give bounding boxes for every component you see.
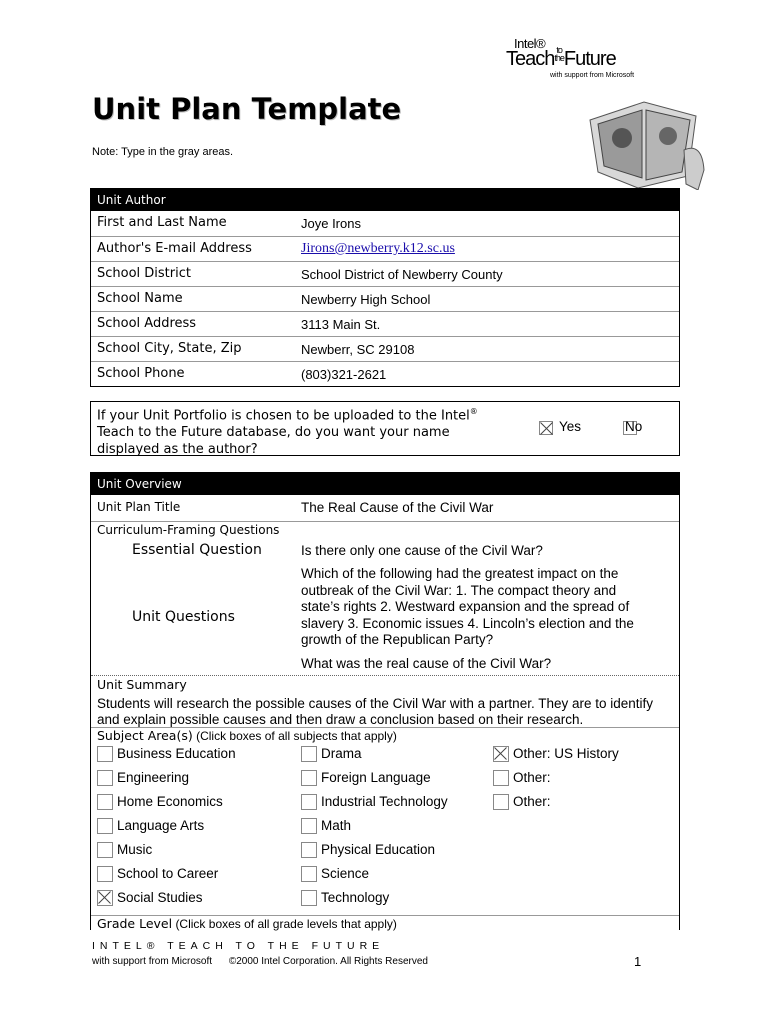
subject-option [97, 746, 277, 764]
book-illustration-icon [584, 80, 710, 190]
author-field-value[interactable]: Newberr, SC 29108 [301, 342, 415, 357]
subject-label: Other: US History [513, 746, 619, 761]
footer-legal [92, 956, 428, 967]
essential-question-label: Essential Question [132, 542, 262, 558]
subject-label: Industrial Technology [321, 794, 448, 809]
subject-label: Math [321, 818, 352, 833]
subject-label: Music [117, 842, 153, 857]
author-email-link[interactable]: Jirons@newberry.k12.sc.us [301, 241, 455, 256]
author-field-label: School Name [97, 291, 183, 306]
subject-checkbox[interactable] [301, 890, 317, 906]
subject-areas-row [91, 727, 679, 915]
subject-label: Other: [513, 794, 551, 809]
grade-level-hint: (Click boxes of all grade levels that apply) [175, 917, 397, 931]
logo-intel-text: Intel® [514, 36, 546, 51]
subject-checkbox[interactable] [97, 890, 113, 906]
subject-option [97, 866, 277, 884]
subject-option [301, 794, 481, 812]
unit-questions-label: Unit Questions [132, 609, 235, 625]
registered-mark: ® [469, 407, 478, 416]
subject-option [301, 746, 481, 764]
author-row [91, 211, 679, 236]
logo-support-text: with support from Microsoft [550, 72, 635, 79]
upload-question-box [90, 401, 680, 456]
unit-question-line: state’s rights 2. Westward expansion and the spread of [301, 599, 630, 614]
author-field-value[interactable]: 3113 Main St. [301, 317, 381, 332]
upload-line-2: Teach to the Future database, do you want your name [97, 425, 450, 441]
intel-teach-logo [500, 36, 720, 196]
author-field-label: School Address [97, 316, 197, 331]
subject-checkbox[interactable] [97, 746, 113, 762]
subject-option [301, 818, 481, 836]
subject-checkbox[interactable] [301, 794, 317, 810]
cfq-label: Curriculum-Framing Questions [97, 523, 280, 537]
author-row [91, 261, 679, 286]
subject-option [97, 890, 277, 908]
unit-plan-title-value[interactable]: The Real Cause of the Civil War [301, 500, 494, 515]
footer-brand: INTEL® TEACH TO THE FUTURE [92, 940, 385, 952]
subject-checkbox[interactable] [493, 746, 509, 762]
author-field-value[interactable]: Joye Irons [301, 216, 361, 231]
subject-label: Home Economics [117, 794, 223, 809]
subject-checkbox[interactable] [301, 818, 317, 834]
yes-label: Yes [559, 419, 582, 434]
author-row [91, 236, 679, 261]
logo-teach: Teach [506, 48, 555, 70]
author-field-label: First and Last Name [97, 215, 227, 230]
logo-the: the [554, 53, 564, 63]
essential-question-value[interactable]: Is there only one cause of the Civil War? [301, 543, 543, 558]
footer-copyright: ©2000 Intel Corporation. All Rights Reserved [228, 956, 428, 967]
grade-level-label: Grade Level [97, 916, 173, 931]
subject-label: Engineering [117, 770, 190, 785]
upload-question-text [97, 403, 537, 458]
unit-summary-label: Unit Summary [97, 677, 187, 692]
subject-checkbox[interactable] [493, 794, 509, 810]
subject-label: Physical Education [321, 842, 436, 857]
author-field-label: School City, State, Zip [97, 341, 242, 356]
upload-line-3: displayed as the author? [97, 442, 258, 458]
subject-checkbox[interactable] [301, 842, 317, 858]
subject-option [493, 794, 673, 812]
author-field-value[interactable]: School District of Newberry County [301, 267, 503, 282]
logo-future: Future [563, 48, 616, 70]
subject-label: Technology [321, 890, 390, 905]
unit-overview-table [90, 472, 680, 930]
subject-label: Foreign Language [321, 770, 431, 785]
subject-checkbox[interactable] [97, 866, 113, 882]
subject-checkbox[interactable] [97, 770, 113, 786]
subject-option [97, 818, 277, 836]
no-label: No [625, 419, 643, 434]
subject-option [301, 770, 481, 788]
author-field-label: School District [97, 266, 191, 281]
subject-label: Other: [513, 770, 551, 785]
subject-label: Science [321, 866, 370, 881]
author-field-label: Author's E-mail Address [97, 241, 252, 256]
subject-checkbox[interactable] [301, 770, 317, 786]
subject-option [97, 770, 277, 788]
subject-label: Business Education [117, 746, 236, 761]
page-number: 1 [634, 954, 642, 969]
subject-option [301, 842, 481, 860]
unit-plan-title-row [91, 495, 679, 521]
subject-areas-hint: (Click boxes of all subjects that apply) [196, 729, 397, 743]
subject-option [97, 794, 277, 812]
subject-label: Social Studies [117, 890, 203, 905]
author-field-label: School Phone [97, 366, 185, 381]
subject-areas-heading [97, 728, 397, 743]
author-row [91, 336, 679, 361]
subject-label: Language Arts [117, 818, 205, 833]
footer-support: with support from Microsoft [92, 956, 213, 967]
upload-line-1: If your Unit Portfolio is chosen to be uploaded to the Intel [97, 408, 470, 424]
subject-label: Drama [321, 746, 362, 761]
author-row [91, 286, 679, 311]
subject-checkbox[interactable] [97, 794, 113, 810]
unit-summary-row [91, 675, 679, 727]
unit-question-line: Which of the following had the greatest impact on the [301, 566, 619, 581]
subject-checkbox[interactable] [97, 842, 113, 858]
content-question-value[interactable]: What was the real cause of the Civil War? [301, 656, 552, 671]
unit-author-table [90, 188, 680, 387]
subject-option [301, 866, 481, 884]
unit-overview-header: Unit Overview [91, 473, 679, 495]
subject-areas-label: Subject Area(s) [97, 728, 193, 743]
yes-checkbox[interactable] [539, 421, 553, 435]
author-field-value[interactable]: (803)321-2621 [301, 367, 387, 382]
subject-checkbox[interactable] [493, 770, 509, 786]
subject-checkbox[interactable] [301, 866, 317, 882]
logo-teach-future [506, 46, 616, 71]
unit-question-line: growth of the Republican Party? [301, 632, 494, 647]
grade-level-heading [97, 916, 397, 931]
subject-label: School to Career [117, 866, 219, 881]
grade-level-row [91, 915, 679, 931]
author-field-value[interactable]: Newberry High School [301, 292, 431, 307]
unit-plan-title-label: Unit Plan Title [97, 500, 181, 514]
subject-option [493, 770, 673, 788]
subject-option [493, 746, 673, 764]
subject-checkbox[interactable] [301, 746, 317, 762]
curriculum-questions-row [91, 521, 679, 675]
summary-line: Students will research the possible causes of the Civil War with a partner. They are to identify [97, 696, 654, 711]
unit-summary-value[interactable] [97, 696, 677, 728]
subject-checkbox[interactable] [97, 818, 113, 834]
instruction-note: Note: Type in the gray areas. [92, 146, 234, 158]
unit-author-header: Unit Author [91, 189, 679, 211]
author-row [91, 311, 679, 336]
unit-question-line: outbreak of the Civil War: 1. The compact theory and [301, 582, 617, 598]
logo-to: to [556, 45, 562, 55]
subject-option [301, 890, 481, 908]
author-row [91, 361, 679, 386]
subject-option [97, 842, 277, 860]
unit-question-line: slavery 3. Economic issues 4. Lincoln’s election and the [301, 615, 634, 631]
page-title: Unit Plan Template [92, 92, 402, 126]
unit-questions-value[interactable] [301, 566, 634, 649]
summary-line: and explain possible causes and then draw a conclusion based on their research. [97, 712, 584, 727]
